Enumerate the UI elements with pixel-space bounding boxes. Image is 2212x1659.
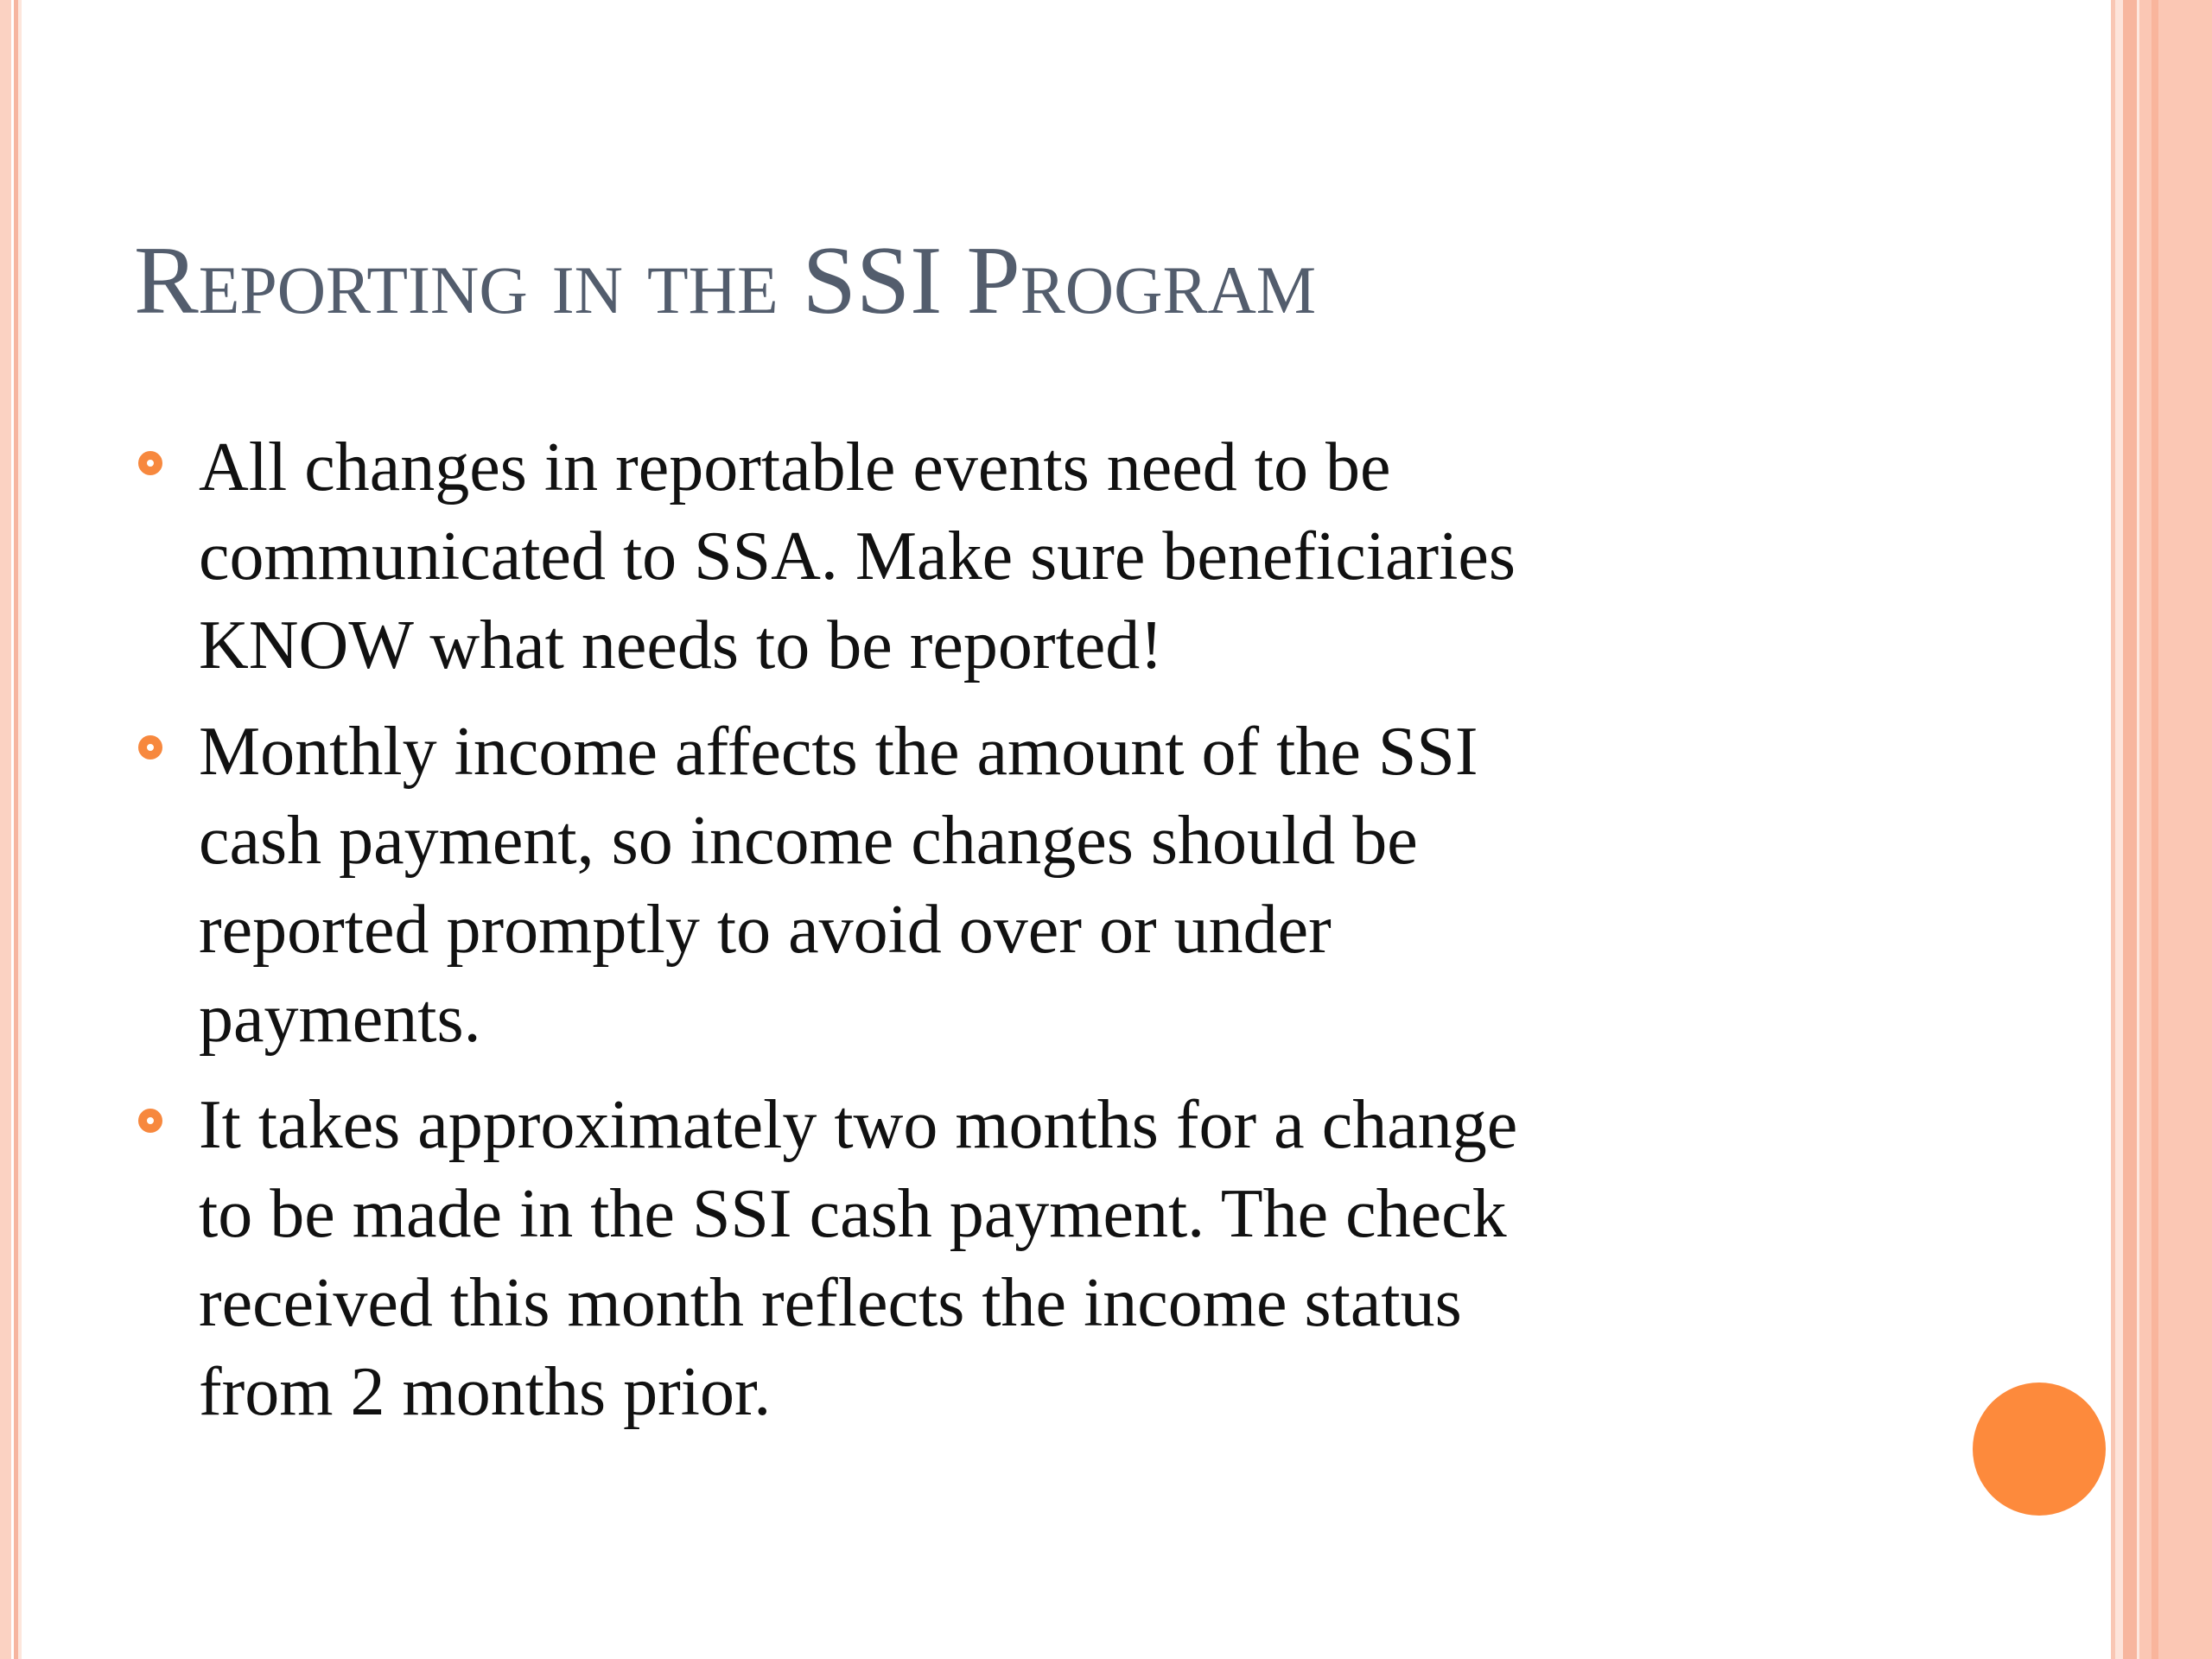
bullet-circle-icon bbox=[138, 451, 162, 475]
bullet-circle-icon bbox=[138, 735, 162, 760]
right-border-band bbox=[2139, 0, 2212, 1659]
bullet-text: It takes approximately two months for a change to be made in the SSI cash payment. The check received this month reflects the income status from 2 months prior. bbox=[199, 1087, 1518, 1430]
right-border-stripe bbox=[2152, 0, 2158, 1659]
orange-circle-decoration bbox=[1973, 1382, 2106, 1516]
bullet-text: All changes in reportable events need to be communicated to SSA. Make sure beneficiaries KNOW what needs to be reported! bbox=[199, 429, 1516, 683]
left-border-stripe bbox=[18, 0, 22, 1659]
slide-title: Reporting in the SSI Program bbox=[134, 227, 1317, 334]
bullet-list bbox=[138, 423, 1866, 1454]
right-border-stripe bbox=[2123, 0, 2137, 1659]
right-border-stripe bbox=[2115, 0, 2123, 1659]
bullet-item bbox=[138, 708, 1866, 1064]
bullet-item bbox=[138, 423, 1866, 690]
bullet-text: Monthly income affects the amount of the SSI cash payment, so income changes should be reported promptly to avoid over or under payments. bbox=[199, 714, 1478, 1057]
bullet-item bbox=[138, 1081, 1866, 1437]
bullet-circle-icon bbox=[138, 1109, 162, 1133]
left-border-stripe bbox=[0, 0, 11, 1659]
